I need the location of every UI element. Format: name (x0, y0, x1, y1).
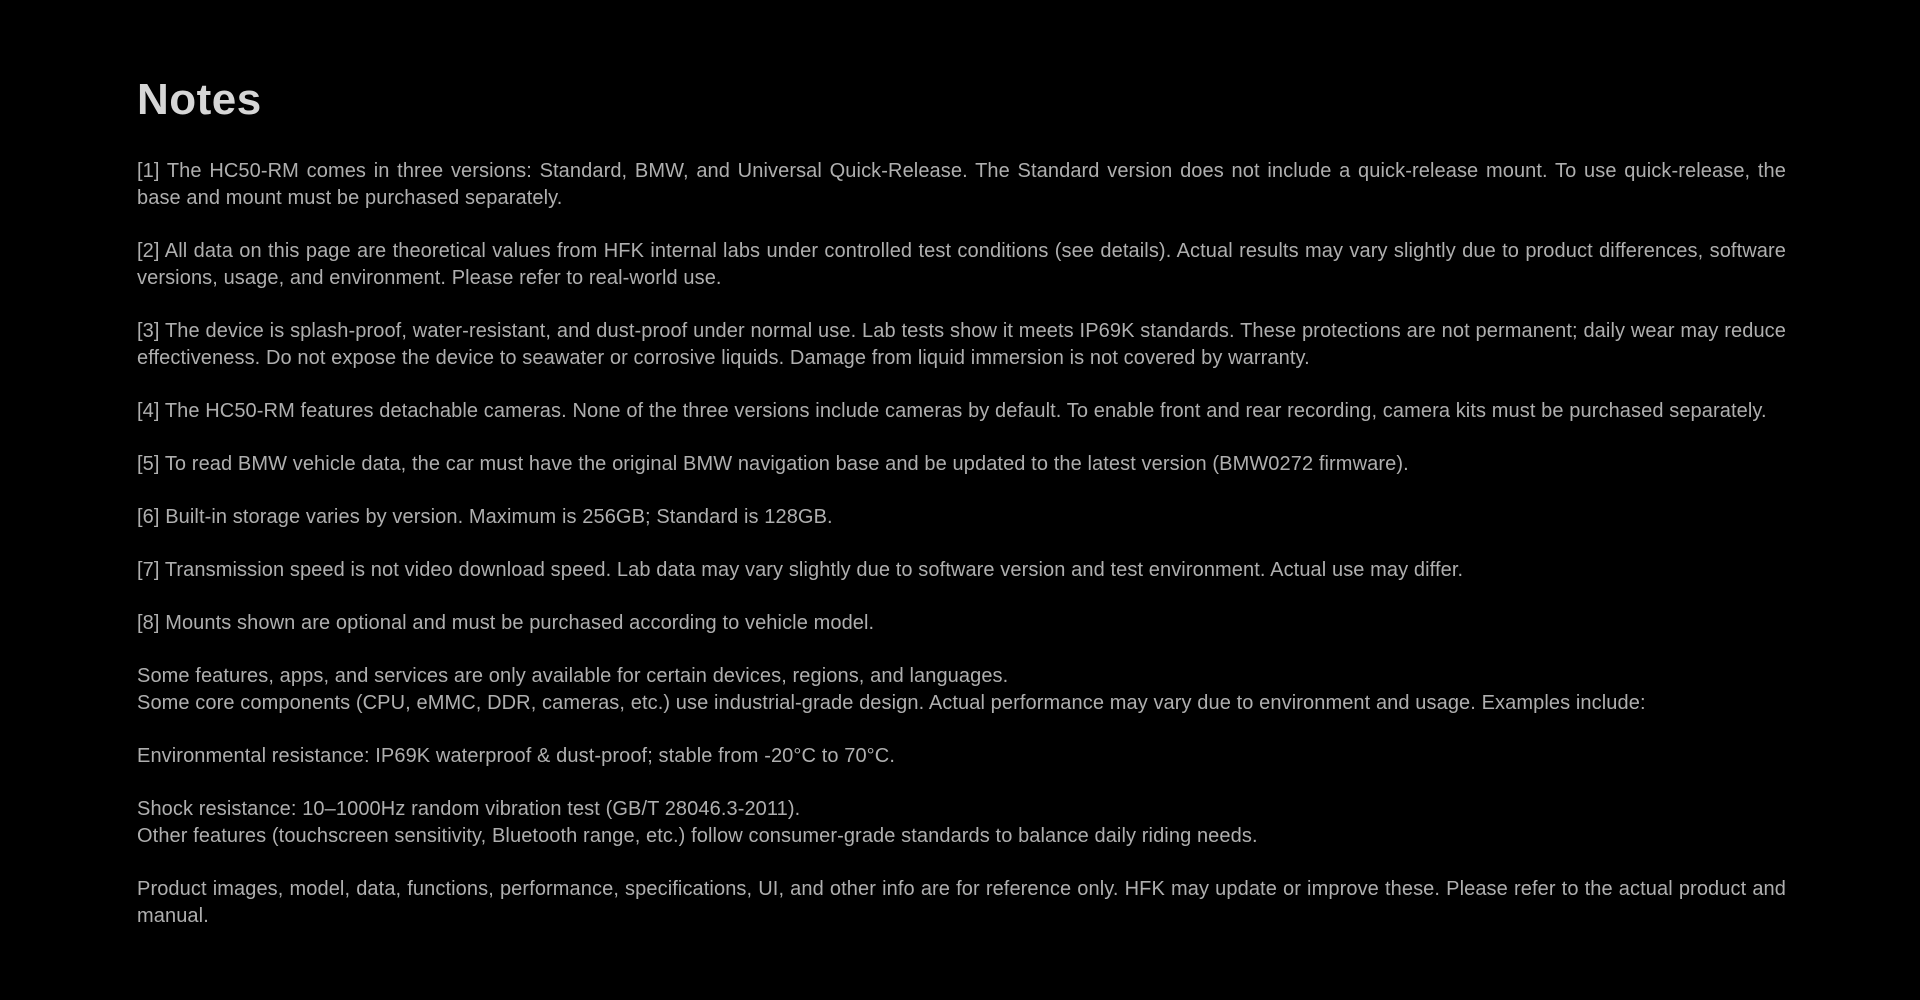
note-block (137, 451, 1786, 478)
note-paragraph: Shock resistance: 10–1000Hz random vibration test (GB/T 28046.3-2011). (137, 798, 801, 821)
note-paragraph: [3] The device is splash-proof, water-resistant, and dust-proof under normal use. Lab tests show it meets IP69K standards. These protections are not permanent; daily wear may reduce effectiveness. Do not expose the device to seawater or corrosive liquids. Damage from liquid immersion is not covered by warranty. (137, 320, 1786, 370)
note-block (137, 610, 1786, 637)
note-paragraph: Environmental resistance: IP69K waterproof & dust-proof; stable from -20°C to 70°C. (137, 745, 895, 768)
note-paragraph: [4] The HC50-RM features detachable cameras. None of the three versions include cameras by default. To enable front and rear recording, camera kits must be purchased separately. (137, 400, 1767, 423)
note-paragraph: [1] The HC50-RM comes in three versions: Standard, BMW, and Universal Quick-Release. The Standard version does not include a quick-release mount. To use quick-release, the base and mount must be purchased separately. (137, 160, 1786, 210)
note-block (137, 318, 1786, 372)
note-block (137, 876, 1786, 930)
note-block (137, 663, 1786, 717)
note-block (137, 398, 1786, 425)
note-paragraph: Some features, apps, and services are only available for certain devices, regions, and languages. (137, 665, 1009, 688)
note-block (137, 158, 1786, 212)
note-paragraph: Product images, model, data, functions, performance, specifications, UI, and other info are for reference only. HFK may update or improve these. Please refer to the actual product and manual. (137, 878, 1786, 928)
note-block (137, 504, 1786, 531)
note-paragraph: [7] Transmission speed is not video download speed. Lab data may vary slightly due to software version and test environment. Actual use may differ. (137, 559, 1464, 582)
note-paragraph: [6] Built-in storage varies by version. Maximum is 256GB; Standard is 128GB. (137, 506, 833, 529)
page-title: Notes (137, 75, 262, 124)
note-block (137, 557, 1786, 584)
note-block (137, 743, 1786, 770)
note-block (137, 796, 1786, 850)
note-block (137, 238, 1786, 292)
note-paragraph: Other features (touchscreen sensitivity, Bluetooth range, etc.) follow consumer-grade standards to balance daily riding needs. (137, 825, 1258, 848)
notes-body (137, 158, 1786, 930)
note-paragraph: [2] All data on this page are theoretical values from HFK internal labs under controlled test conditions (see details). Actual results may vary slightly due to product differences, software versions, usage, and environment. Please refer to real-world use. (137, 240, 1786, 290)
note-paragraph: Some core components (CPU, eMMC, DDR, cameras, etc.) use industrial-grade design. Actual performance may vary due to environment and usage. Examples include: (137, 692, 1646, 715)
note-paragraph: [8] Mounts shown are optional and must be purchased according to vehicle model. (137, 612, 875, 635)
note-paragraph: [5] To read BMW vehicle data, the car must have the original BMW navigation base and be updated to the latest version (BMW0272 firmware). (137, 453, 1409, 476)
